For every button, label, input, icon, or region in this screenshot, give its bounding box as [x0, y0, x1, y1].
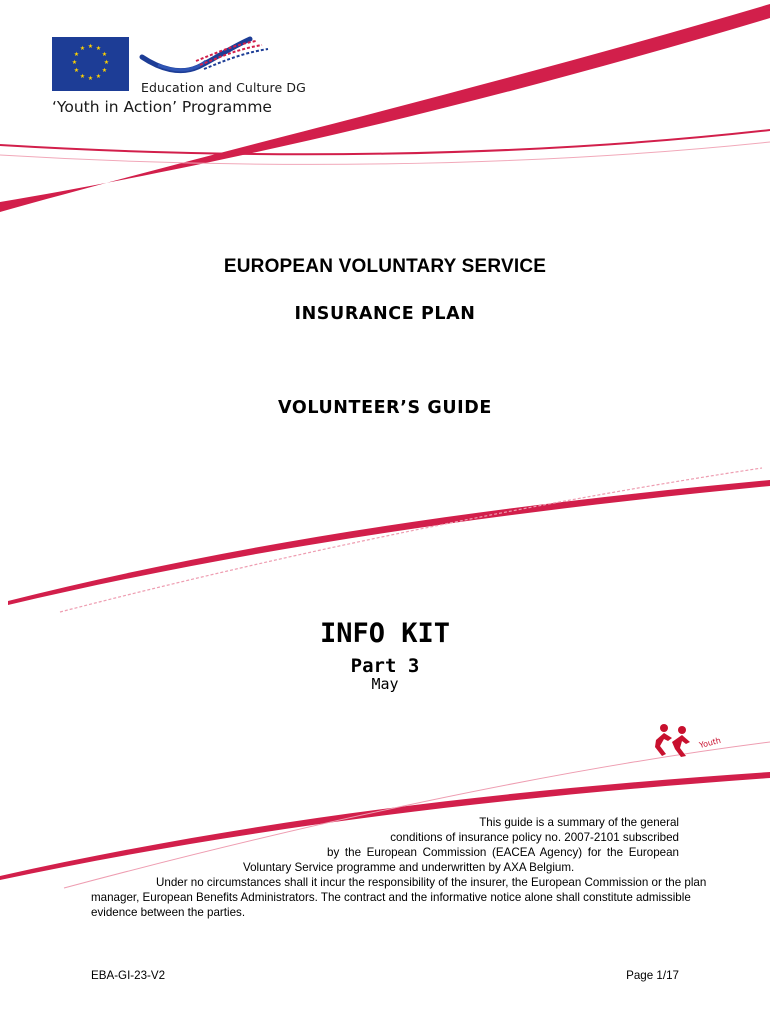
svg-text:★: ★ [79, 73, 86, 80]
mid-swoosh-thick [8, 480, 770, 605]
summary-line-4: Voluntary Service programme and underwritten by AXA Belgium. [243, 861, 575, 874]
top-swoosh-thin [0, 130, 770, 154]
svg-text:★: ★ [73, 67, 80, 74]
title-guide: VOLUNTEER’S GUIDE [278, 398, 492, 418]
svg-text:★: ★ [87, 43, 94, 50]
mid-swoosh-faint [60, 468, 762, 612]
title-part: Part 3 [350, 655, 420, 677]
doc-code: EBA-GI-23-V2 [91, 969, 166, 982]
youth-logo-icon [652, 720, 732, 760]
summary-line-2: conditions of insurance policy no. 2007-2101 subscribed [390, 831, 679, 844]
summary-line-3: by the European Commission (EACEA Agency) for the European [327, 846, 679, 859]
svg-text:★: ★ [87, 75, 94, 82]
page-number: Page 1/17 [626, 969, 679, 982]
eu-flag-logo [52, 37, 129, 91]
summary-line-1: This guide is a summary of the general [479, 816, 679, 829]
summary-line-7: evidence between the parties. [91, 906, 246, 919]
title-plan: INSURANCE PLAN [294, 304, 476, 324]
svg-text:★: ★ [101, 51, 108, 58]
title-kit: INFO KIT [319, 618, 451, 649]
youth-logo-label: Youth [698, 735, 722, 750]
summary-line-5: Under no circumstances shall it incur the responsibility of the insurer, the European Commission or the plan [156, 876, 707, 889]
dg-name: Education and Culture DG [141, 80, 306, 95]
svg-text:★: ★ [101, 67, 108, 74]
eu-stars-icon [52, 37, 129, 91]
svg-text:★: ★ [103, 59, 110, 66]
title-service: EUROPEAN VOLUNTARY SERVICE [223, 256, 547, 277]
title-month: May [371, 675, 399, 693]
svg-text:★: ★ [73, 51, 80, 58]
summary-line-6: manager, European Benefits Administrators. The contract and the informative notice alone shall constitute admissible [91, 891, 691, 904]
svg-text:★: ★ [95, 45, 102, 52]
svg-text:★: ★ [71, 59, 78, 66]
dg-bird-icon [138, 35, 278, 81]
svg-text:★: ★ [95, 73, 102, 80]
svg-text:★: ★ [79, 45, 86, 52]
programme-name: ‘Youth in Action’ Programme [52, 98, 272, 116]
